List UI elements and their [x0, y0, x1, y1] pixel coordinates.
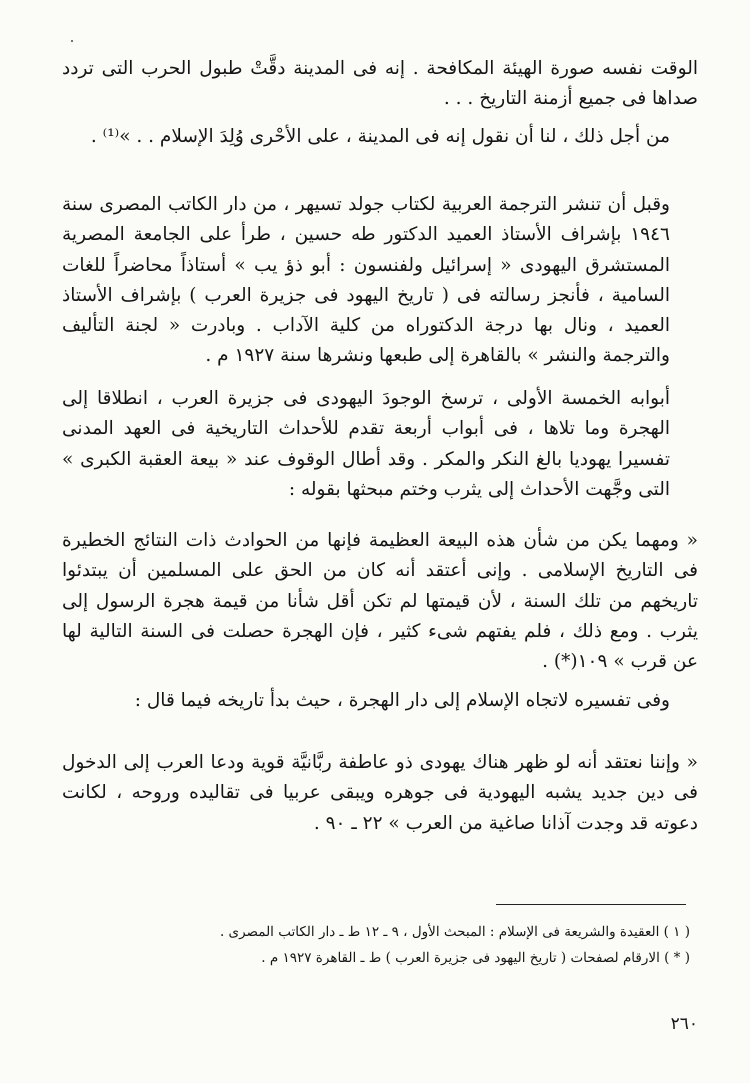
book-page — [58, 42, 698, 1042]
quote-1: « ومهما يكن من شأن هذه البيعة العظيمة فإنها من الحوادث ذات النتائج الخطيرة فى التاريخ الإسلامى . وإنى أعتقد أنه كان من الحق على المسلمين أن يبتدئوا تاريخهم من تلك السنة ، لأن قيمتها لم تكن أقل شأنا من قيمة هجرة الرسول إلى يثرب . ومع ذلك ، فلم يفتهم شىء كثير ، فإن الهجرة حصلت فى السنة التالية لها عن قرب » ١٠٩(*) . — [62, 530, 698, 673]
footnote-1: ( ١ ) العقيدة والشريعة فى الإسلام : المبحث الأول ، ٩ ـ ١٢ ط ـ دار الكاتب المصرى . — [219, 924, 690, 940]
quote-2: « وإننا نعتقد أنه لو ظهر هناك يهودى ذو عاطفة ربَّانيَّة قوية ودعا العرب إلى الدخول فى دين جديد يشبه اليهودية فى جوهره ويبقى عربيا فى تقاليده وروحه ، لكانت دعوته قد وجدت آذانا صاغية من العرب » ٢٢ ـ ٩٠ . — [62, 752, 698, 834]
paragraph-1: الوقت نفسه صورة الهيئة المكافحة . إنه فى المدينة دقَّتْ طبول الحرب التى تردد صداها فى جميع أزمنة التاريخ . . . — [62, 58, 698, 110]
page-number: ٢٦٠ — [670, 1014, 698, 1034]
paragraph-2: من أجل ذلك ، لنا أن نقول إنه فى المدينة ، على الأحْرى وُلِدَ الإسلام . . »⁽¹⁾ . — [90, 126, 670, 147]
paragraph-5: وفى تفسيره لاتجاه الإسلام إلى دار الهجرة ، حيث بدأ تاريخه فيما قال : — [134, 690, 670, 711]
paragraph-4: أبوابه الخمسة الأولى ، ترسخ الوجودَ اليهودى فى جزيرة العرب ، انطلاقا إلى الهجرة وما تلاها ، فى أبواب أربعة تقدم للأحداث التاريخية فى العهد المدنى تفسيرا يهوديا بالغ النكر والمكر . وقد أطال الوقوف عند « بيعة العقبة الكبرى » التى وجَّهت الأحداث إلى يثرب وختم مبحثها بقوله : — [62, 388, 670, 500]
paragraph-3: وقبل أن تنشر الترجمة العربية لكتاب جولد تسيهر ، من دار الكاتب المصرى سنة ١٩٤٦ بإشراف الأستاذ العميد الدكتور طه حسين ، طرأ على الجامعة المصرية المستشرق اليهودى « إسرائيل ولفنسون : أبو ذؤ يب » أستاذاً محاضراً للغات السامية ، فأنجز رسالته فى ( تاريخ اليهود فى جزيرة العرب ) بإشراف الأستاذ العميد ، ونال بها درجة الدكتوراه من كلية الآداب . وبادرت « لجنة التأليف والترجمة والنشر » بالقاهرة إلى طبعها ونشرها سنة ١٩٢٧ م . — [62, 194, 671, 367]
footnote-divider — [496, 904, 686, 905]
footnote-2: ( * ) الارقام لصفحات ( تاريخ اليهود فى جزيرة العرب ) ط ـ القاهرة ١٩٢٧ م . — [261, 950, 690, 966]
